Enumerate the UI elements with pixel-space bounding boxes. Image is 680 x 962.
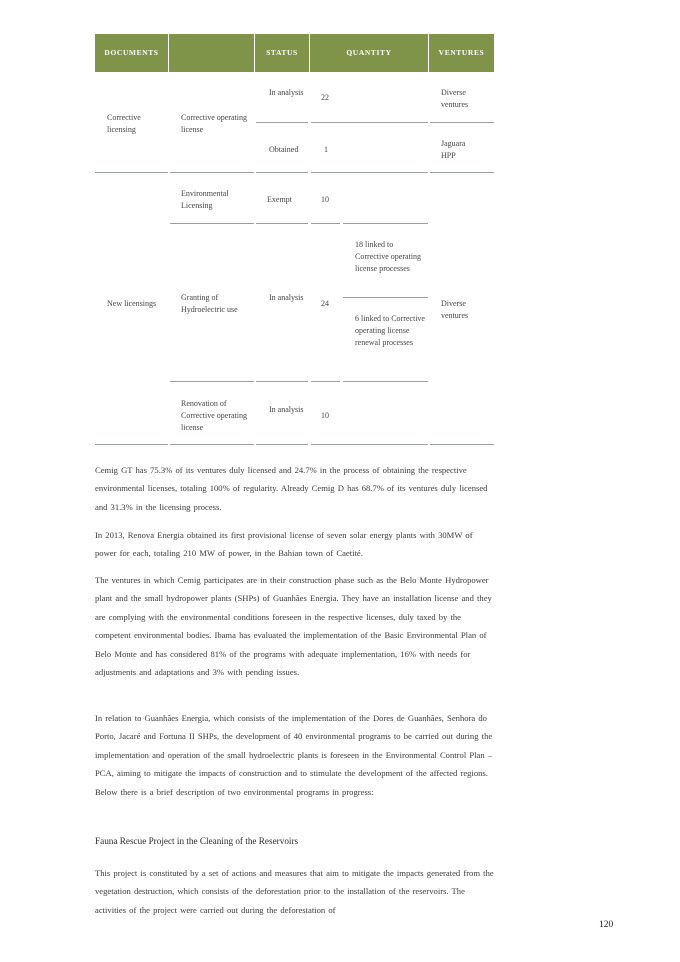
note-18-linked: 18 linked to Corrective operating license processes — [355, 240, 421, 273]
quantity-10-renov: 10 — [321, 411, 329, 420]
doc-renovation-corrective-license: Renovation of Corrective operating license — [181, 399, 247, 432]
quantity-24: 24 — [321, 299, 329, 308]
paragraph-renova: In 2013, Renova Energia obtained its first provisional license of seven solar energy plants with 30MW of power for each, totaling 210 MW of power, in the Bahian town of Caetité. — [95, 530, 473, 559]
group-new-licensings: New licensings — [107, 299, 157, 308]
quantity-1: 1 — [324, 145, 328, 154]
page-number: 120 — [599, 920, 614, 930]
doc-corrective-operating-license: Corrective operating license — [181, 113, 247, 134]
row-divider — [311, 223, 340, 224]
group-divider — [95, 172, 168, 173]
status-in-analysis: In analysis — [269, 88, 304, 97]
section-title: Fauna Rescue Project in the Cleaning of the Reservoirs — [95, 836, 299, 846]
header-documents: DOCUMENTS — [104, 48, 159, 57]
table-bottom-line — [430, 444, 494, 445]
table-header — [95, 34, 494, 72]
header-status: STATUS — [266, 48, 298, 57]
status-in-analysis-renov: In analysis — [269, 405, 304, 414]
row-divider — [311, 122, 428, 123]
row-divider — [430, 122, 494, 123]
note-6-linked: 6 linked to Corrective operating license renewal processes — [355, 314, 425, 347]
status-obtained: Obtained — [269, 145, 299, 154]
row-divider — [256, 122, 308, 123]
quantity-22: 22 — [321, 93, 329, 102]
paragraph-guanhaes: In relation to Guanhães Energia, which consists of the implementation of the Dores de Guanhães, Senhora do Porto, Jacaré and Fortuna II SHPs, the development of 40 environmental programs to be carried out during the implementation and operation of the small hydroelectric plants is foreseen in the Environmental Control Plan – PCA, aiming to mitigate the impacts of construction and to stimulate the development of the affected regions. Below there is a brief description of two environmental programs in progress: — [95, 713, 493, 797]
status-exempt: Exempt — [267, 195, 292, 204]
group-divider — [311, 172, 428, 173]
group-divider — [430, 172, 494, 173]
group-corrective-licensing: Corrective licensing — [107, 113, 141, 134]
row-divider — [256, 381, 308, 382]
doc-environmental-licensing: Environmental Licensing — [181, 189, 229, 210]
header-separator — [168, 34, 169, 72]
doc-granting-hydroelectric-use: Granting of Hydroelectric use — [181, 293, 238, 314]
ventures-jaguara: Jaguara HPP — [441, 139, 466, 160]
table-bottom-line — [256, 444, 308, 445]
paragraph-cemig-gt: Cemig GT has 75.3% of its ventures duly licensed and 24.7% in the process of obtaining the respective environmental licenses, totaling 100% of regularity. Already Cemig D has 68.7% of its ventures duly licensed and 31.3% in the licensing process. — [95, 465, 488, 512]
row-divider — [343, 381, 428, 382]
header-ventures: VENTURES — [438, 48, 485, 57]
status-in-analysis-hydro: In analysis — [269, 293, 304, 302]
quantity-10-env: 10 — [321, 195, 329, 204]
group-divider — [170, 172, 254, 173]
header-quantity: QUANTITY — [346, 48, 392, 57]
ventures-diverse-new: Diverse ventures — [441, 299, 469, 320]
paragraph-fauna-project: This project is constituted by a set of actions and measures that aim to mitigate the impacts generated from the vegetation destruction, which consists of the deforestation prior to the installation of the reservoirs. The activities of the project were carried out during the deforestation of — [95, 868, 494, 915]
table-bottom-line — [311, 444, 428, 445]
table-bottom-line — [170, 444, 254, 445]
paragraph-ventures: The ventures in which Cemig participates are in their construction phase such as the Belo Monte Hydropower plant and the small hydropower plants (SHPs) of Guanhães Energia. They have an installation license and they are complying with the environmental conditions foreseen in the respective licenses, duly taxed by the competent environmental bodies. Ibama has evaluated the implementation of the Basic Environmental Plan of Belo Monte and has considered 81% of the programs with adequate implementation, 16% with needs for adjustments and adaptations and 3% with pending issues. — [95, 575, 492, 678]
table-bottom-line — [95, 444, 168, 445]
group-divider — [256, 172, 308, 173]
row-divider — [256, 223, 308, 224]
row-divider — [311, 381, 340, 382]
ventures-diverse: Diverse ventures — [441, 88, 469, 109]
row-divider — [170, 381, 254, 382]
row-divider — [343, 223, 428, 224]
note-divider — [343, 297, 428, 298]
row-divider — [170, 223, 254, 224]
